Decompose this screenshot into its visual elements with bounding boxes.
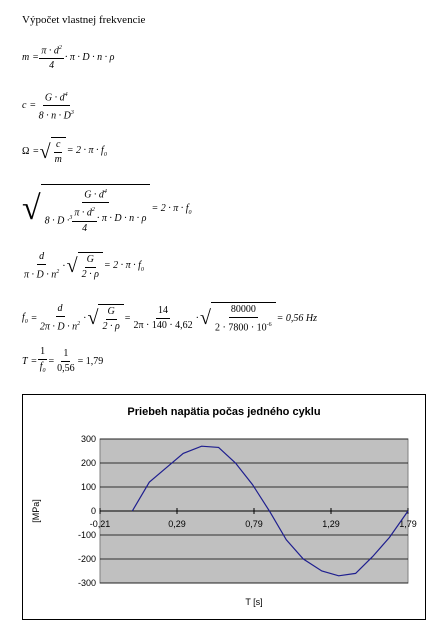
y-tick-label: -100 bbox=[77, 530, 96, 540]
formula-frequency-lhs: $f_0$ bbox=[22, 311, 28, 325]
formula-omega-sqrt: √ $\frac{c}{m}$ bbox=[40, 137, 66, 166]
x-tick-label: 0,79 bbox=[245, 519, 263, 529]
x-axis-label: T [s] bbox=[245, 597, 263, 607]
formula-stiffness-lhs: c bbox=[22, 100, 27, 112]
y-tick-label: -300 bbox=[77, 578, 96, 588]
x-tick-label: 0,29 bbox=[168, 519, 186, 529]
x-tick-label: 1,29 bbox=[322, 519, 340, 529]
formula-stiffness-num: $G \cdot d^4$ bbox=[43, 89, 70, 106]
formula-frequency: $f_0$ = $\frac{d}{2\pi \cdot D \cdot n^2}$ · √ $\frac{G}{2 \cdot \rho}$ = $\frac{14}{2\pi \cdot 140 \cdot 4,62}$ · √ $\frac{80000}{2 \cdot 7800 \cdot 10^{-6}}$ = 0,56 Hz bbox=[22, 303, 318, 334]
y-tick-label: 100 bbox=[80, 482, 96, 492]
x-tick-label: 1,79 bbox=[399, 519, 417, 529]
y-axis-label: [MPa] bbox=[31, 499, 41, 523]
formula-period-result: = 1,79 bbox=[77, 356, 104, 367]
formula-expanded-den: 8 · D ·$^3$ $\frac{\pi \cdot d^2}{4}$ · π · D · n · ρ bbox=[43, 203, 149, 234]
formula-frequency-result: = 0,56 Hz bbox=[276, 312, 318, 324]
formula-mass: m = $\frac{\pi \cdot d^2}{4}$ · π · D · n · ρ bbox=[22, 42, 115, 72]
stress-chart bbox=[22, 394, 426, 620]
formula-expanded-sqrt: √ $G \cdot d^4$ 8 · D ·$^3$ $\frac{\pi \cdot d^2}{4}$ · π · D · n · ρ bbox=[22, 184, 150, 235]
formula-mass-num: $\pi \cdot d^2$ bbox=[39, 42, 64, 59]
formula-mass-lhs: m bbox=[22, 51, 30, 63]
page-heading: Výpočet vlastnej frekvencie bbox=[22, 14, 146, 26]
formula-stiffness-fraction bbox=[37, 89, 76, 123]
formula-simplified-sqrt: √ $\frac{G}{2 \cdot \rho}$ bbox=[67, 252, 103, 281]
formula-expanded-num: $G \cdot d^4$ bbox=[82, 186, 109, 203]
x-tick-label: -0,21 bbox=[89, 519, 111, 529]
formula-simplified-rest: = $2 \cdot \pi \cdot f_0$ bbox=[103, 259, 144, 273]
y-tick-label: 0 bbox=[90, 506, 96, 516]
formula-omega-num: c bbox=[54, 139, 62, 153]
formula-mass-den: 4 bbox=[49, 60, 55, 72]
formula-stiffness-den: $8 \cdot n \cdot D^3$ bbox=[38, 110, 74, 122]
formula-omega-den: m bbox=[54, 154, 62, 165]
formula-omega-lhs: Ω bbox=[22, 146, 30, 157]
formula-omega-rest: = $2 \cdot \pi \cdot f_0$ bbox=[66, 145, 107, 158]
formula-period-lhs: T bbox=[22, 356, 28, 367]
chart-title: Priebeh napätia počas jedného cyklu bbox=[127, 406, 321, 418]
formula-period: T = $\frac{1}{f_0}$ = $\frac{1}{0,56}$ = 1,79 bbox=[22, 346, 104, 374]
y-tick-label: -200 bbox=[77, 554, 96, 564]
formula-simplified-fraction: $\frac{d}{\pi \cdot D \cdot n^2}$ bbox=[24, 251, 60, 281]
formula-stiffness: c = $\frac{G \cdot d^4}{8 \cdot n \cdot D^3}$ bbox=[22, 89, 77, 123]
formula-mass-rest: · π · D · n · ρ bbox=[64, 51, 115, 63]
formula-simplified: $\frac{d}{\pi \cdot D \cdot n^2}$ · √ $\frac{G}{2 \cdot \rho}$ = $2 \cdot \pi \cdot f_0$ bbox=[24, 251, 144, 281]
stress-chart-svg bbox=[23, 395, 425, 619]
formula-mass-fraction bbox=[39, 42, 64, 72]
formula-expanded bbox=[22, 184, 193, 235]
y-tick-label: 200 bbox=[80, 458, 96, 468]
formula-expanded-rest: = $2 \cdot \pi \cdot f_0$ bbox=[151, 202, 192, 216]
formula-omega: Ω = √ $\frac{c}{m}$ = $2 \cdot \pi \cdot f_0$ bbox=[22, 139, 107, 165]
y-tick-label: 300 bbox=[80, 434, 96, 444]
